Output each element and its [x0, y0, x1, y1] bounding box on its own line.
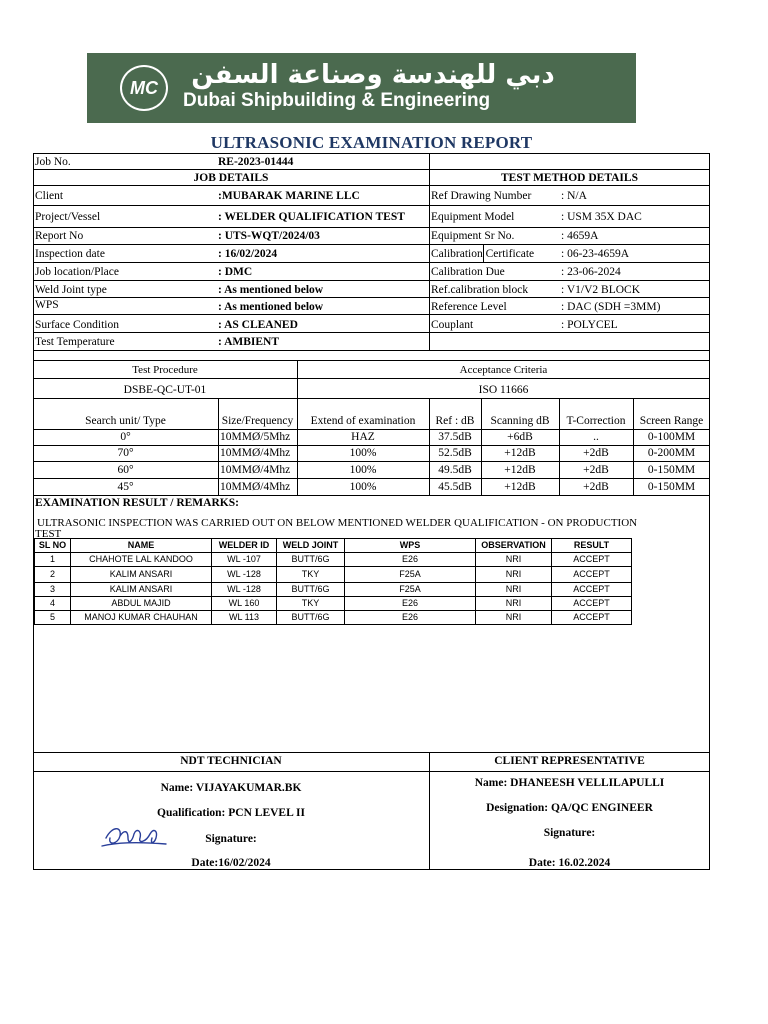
- probe-cell: HAZ: [351, 431, 375, 443]
- acceptance-criteria-value: ISO 11666: [478, 384, 529, 396]
- probe-header-extent: Extend of examination: [310, 415, 416, 427]
- results-cell: KALIM ANSARI: [71, 567, 212, 583]
- probe-cell: 45°: [117, 481, 134, 493]
- results-cell: E26: [345, 553, 476, 567]
- probe-cell: 52.5dB: [438, 447, 472, 459]
- equipment-model-value: : USM 35X DAC: [561, 211, 642, 223]
- project-label: Project/Vessel: [35, 211, 101, 223]
- table-row: [35, 611, 632, 625]
- results-cell: BUTT/6G: [277, 611, 345, 625]
- job-no-label: Job No.: [35, 156, 71, 168]
- results-cell: NRI: [476, 567, 552, 583]
- results-cell: ACCEPT: [552, 611, 632, 625]
- results-cell: ACCEPT: [552, 553, 632, 567]
- probe-cell: 0-150MM: [647, 481, 696, 493]
- probe-cell: 100%: [349, 481, 377, 493]
- results-cell: ACCEPT: [552, 567, 632, 583]
- results-cell: ACCEPT: [552, 597, 632, 611]
- reference-level-label: Reference Level: [431, 301, 507, 313]
- probe-cell: +12dB: [504, 481, 536, 493]
- ndt-signature-label: Signature:: [205, 833, 257, 845]
- probe-cell: 60°: [117, 464, 134, 476]
- weld-joint-value: : As mentioned below: [218, 284, 324, 296]
- results-header-welder-id: WELDER ID: [212, 539, 277, 553]
- handwritten-signature-icon: [98, 816, 170, 856]
- probe-cell: 100%: [349, 447, 377, 459]
- probe-cell: 0-100MM: [647, 431, 696, 443]
- probe-cell: 10MMØ/4Mhz: [220, 464, 291, 476]
- results-header-weld-joint: WELD JOINT: [277, 539, 345, 553]
- wps-value: : As mentioned below: [218, 301, 324, 313]
- probe-header-ref-db: Ref : dB: [435, 415, 475, 427]
- remark-line-1: ULTRASONIC INSPECTION WAS CARRIED OUT ON BELOW MENTIONED WELDER QUALIFICATION - ON PRODUCTION: [37, 517, 638, 529]
- job-location-label: Job location/Place: [35, 266, 119, 278]
- probe-cell: 10MMØ/5Mhz: [220, 431, 291, 443]
- surface-condition-value: : AS CLEANED: [218, 319, 298, 331]
- results-cell: E26: [345, 611, 476, 625]
- probe-header-scanning-db: Scanning dB: [490, 415, 550, 427]
- client-date: Date: 16.02.2024: [528, 857, 611, 869]
- client-name: Name: DHANEESH VELLILAPULLI: [474, 777, 665, 789]
- test-temperature-label: Test Temperature: [35, 336, 115, 348]
- weld-joint-label: Weld Joint type: [35, 284, 107, 296]
- results-cell: WL -128: [212, 567, 277, 583]
- results-cell: 3: [35, 583, 71, 597]
- report-title: ULTRASONIC EXAMINATION REPORT: [210, 133, 533, 152]
- examination-result-heading: EXAMINATION RESULT / REMARKS:: [35, 497, 239, 509]
- results-cell: MANOJ KUMAR CHAUHAN: [71, 611, 212, 625]
- results-cell: F25A: [345, 583, 476, 597]
- company-logo: MC: [120, 65, 168, 111]
- results-header-result: RESULT: [552, 539, 632, 553]
- client-signature-label: Signature:: [543, 827, 596, 839]
- calibration-block-label: Ref.calibration block: [431, 284, 529, 296]
- probe-cell: 100%: [349, 464, 377, 476]
- ndt-qualification: Qualification: PCN LEVEL II: [157, 807, 305, 819]
- results-cell: WL 160: [212, 597, 277, 611]
- results-cell: KALIM ANSARI: [71, 583, 212, 597]
- table-row: [35, 583, 632, 597]
- probe-header-search-unit: Search unit/ Type: [85, 415, 166, 427]
- probe-cell: 49.5dB: [438, 464, 472, 476]
- calibration-due-value: : 23-06-2024: [561, 266, 621, 278]
- report-no-label: Report No: [35, 230, 84, 242]
- results-cell: E26: [345, 597, 476, 611]
- equipment-sr-label: Equipment Sr No.: [431, 230, 515, 242]
- ndt-date: Date:16/02/2024: [191, 857, 271, 869]
- results-cell: NRI: [476, 611, 552, 625]
- results-cell: ABDUL MAJID: [71, 597, 212, 611]
- ref-drawing-label: Ref Drawing Number: [431, 190, 532, 202]
- equipment-model-label: Equipment Model: [431, 211, 515, 223]
- results-cell: NRI: [476, 597, 552, 611]
- results-cell: 4: [35, 597, 71, 611]
- probe-cell: +2dB: [583, 481, 609, 493]
- probe-cell: +2dB: [583, 464, 609, 476]
- probe-cell: 0-200MM: [647, 447, 696, 459]
- test-method-heading: TEST METHOD DETAILS: [501, 172, 638, 184]
- results-cell: NRI: [476, 583, 552, 597]
- probe-header-t-correction: T-Correction: [566, 415, 626, 427]
- calibration-due-label: Calibration Due: [431, 266, 505, 278]
- results-cell: BUTT/6G: [277, 553, 345, 567]
- results-cell: TKY: [277, 567, 345, 583]
- ndt-technician-heading: NDT TECHNICIAN: [180, 755, 282, 767]
- table-row: [35, 567, 632, 583]
- company-banner: [87, 53, 636, 123]
- probe-cell: +2dB: [583, 447, 609, 459]
- job-location-value: : DMC: [218, 266, 253, 278]
- couplant-value: : POLYCEL: [561, 319, 618, 331]
- probe-cell: 0-150MM: [647, 464, 696, 476]
- probe-header-size: Size/Frequency: [221, 415, 294, 427]
- inspection-date-value: : 16/02/2024: [218, 248, 278, 260]
- reference-level-value: : DAC (SDH =3MM): [561, 301, 661, 313]
- results-cell: WL 113: [212, 611, 277, 625]
- client-designation: Designation: QA/QC ENGINEER: [486, 802, 653, 814]
- probe-cell: 70°: [117, 447, 134, 459]
- job-no-value: RE-2023-01444: [218, 156, 294, 168]
- probe-cell: 10MMØ/4Mhz: [220, 447, 291, 459]
- probe-header-screen-range: Screen Range: [639, 415, 704, 427]
- surface-condition-label: Surface Condition: [35, 319, 119, 331]
- client-value: :MUBARAK MARINE LLC: [218, 190, 360, 202]
- results-cell: WL -128: [212, 583, 277, 597]
- probe-cell: ..: [593, 431, 599, 443]
- client-label: Client: [35, 190, 64, 202]
- results-cell: 2: [35, 567, 71, 583]
- couplant-label: Couplant: [431, 319, 474, 331]
- job-details-heading: JOB DETAILS: [193, 172, 269, 184]
- results-header-row: [35, 539, 632, 553]
- test-temperature-value: : AMBIENT: [218, 336, 280, 348]
- results-cell: F25A: [345, 567, 476, 583]
- test-procedure-label: Test Procedure: [132, 364, 198, 376]
- probe-cell: +12dB: [504, 464, 536, 476]
- results-cell: NRI: [476, 553, 552, 567]
- equipment-sr-value: : 4659A: [561, 230, 599, 242]
- wps-label: WPS: [35, 299, 59, 311]
- report-no-value: : UTS-WQT/2024/03: [218, 230, 320, 242]
- ndt-name: Name: VIJAYAKUMAR.BK: [160, 782, 302, 794]
- results-cell: 1: [35, 553, 71, 567]
- client-representative-heading: CLIENT REPRESENTATIVE: [494, 755, 645, 767]
- acceptance-criteria-label: Acceptance Criteria: [459, 364, 548, 376]
- calibration-certificate-label: Calibration Certificate: [431, 248, 535, 260]
- results-header-wps: WPS: [345, 539, 476, 553]
- probe-cell: +12dB: [504, 447, 536, 459]
- probe-cell: 0°: [120, 431, 131, 443]
- welder-results-table: [34, 538, 632, 625]
- results-cell: WL -107: [212, 553, 277, 567]
- results-cell: BUTT/6G: [277, 583, 345, 597]
- inspection-date-label: Inspection date: [35, 248, 105, 260]
- results-header-observation: OBSERVATION: [476, 539, 552, 553]
- calibration-certificate-value: : 06-23-4659A: [561, 248, 630, 260]
- results-header-sl-no: SL NO: [35, 539, 71, 553]
- results-cell: CHAHOTE LAL KANDOO: [71, 553, 212, 567]
- results-cell: TKY: [277, 597, 345, 611]
- results-cell: ACCEPT: [552, 583, 632, 597]
- company-name-arabic: دبي للهندسة وصناعة السفن: [191, 60, 555, 90]
- company-name-english: Dubai Shipbuilding & Engineering: [183, 90, 491, 111]
- probe-cell: 45.5dB: [438, 481, 472, 493]
- calibration-block-value: : V1/V2 BLOCK: [561, 284, 641, 296]
- probe-cell: 37.5dB: [438, 431, 472, 443]
- test-procedure-value: DSBE-QC-UT-01: [123, 384, 207, 396]
- ref-drawing-value: : N/A: [561, 190, 587, 202]
- table-row: [35, 553, 632, 567]
- project-value: : WELDER QUALIFICATION TEST: [218, 211, 405, 223]
- probe-cell: 10MMØ/4Mhz: [220, 481, 291, 493]
- results-header-name: NAME: [71, 539, 212, 553]
- probe-cell: +6dB: [507, 431, 533, 443]
- table-row: [35, 597, 632, 611]
- remark-line-2: TEST: [35, 528, 62, 540]
- results-cell: 5: [35, 611, 71, 625]
